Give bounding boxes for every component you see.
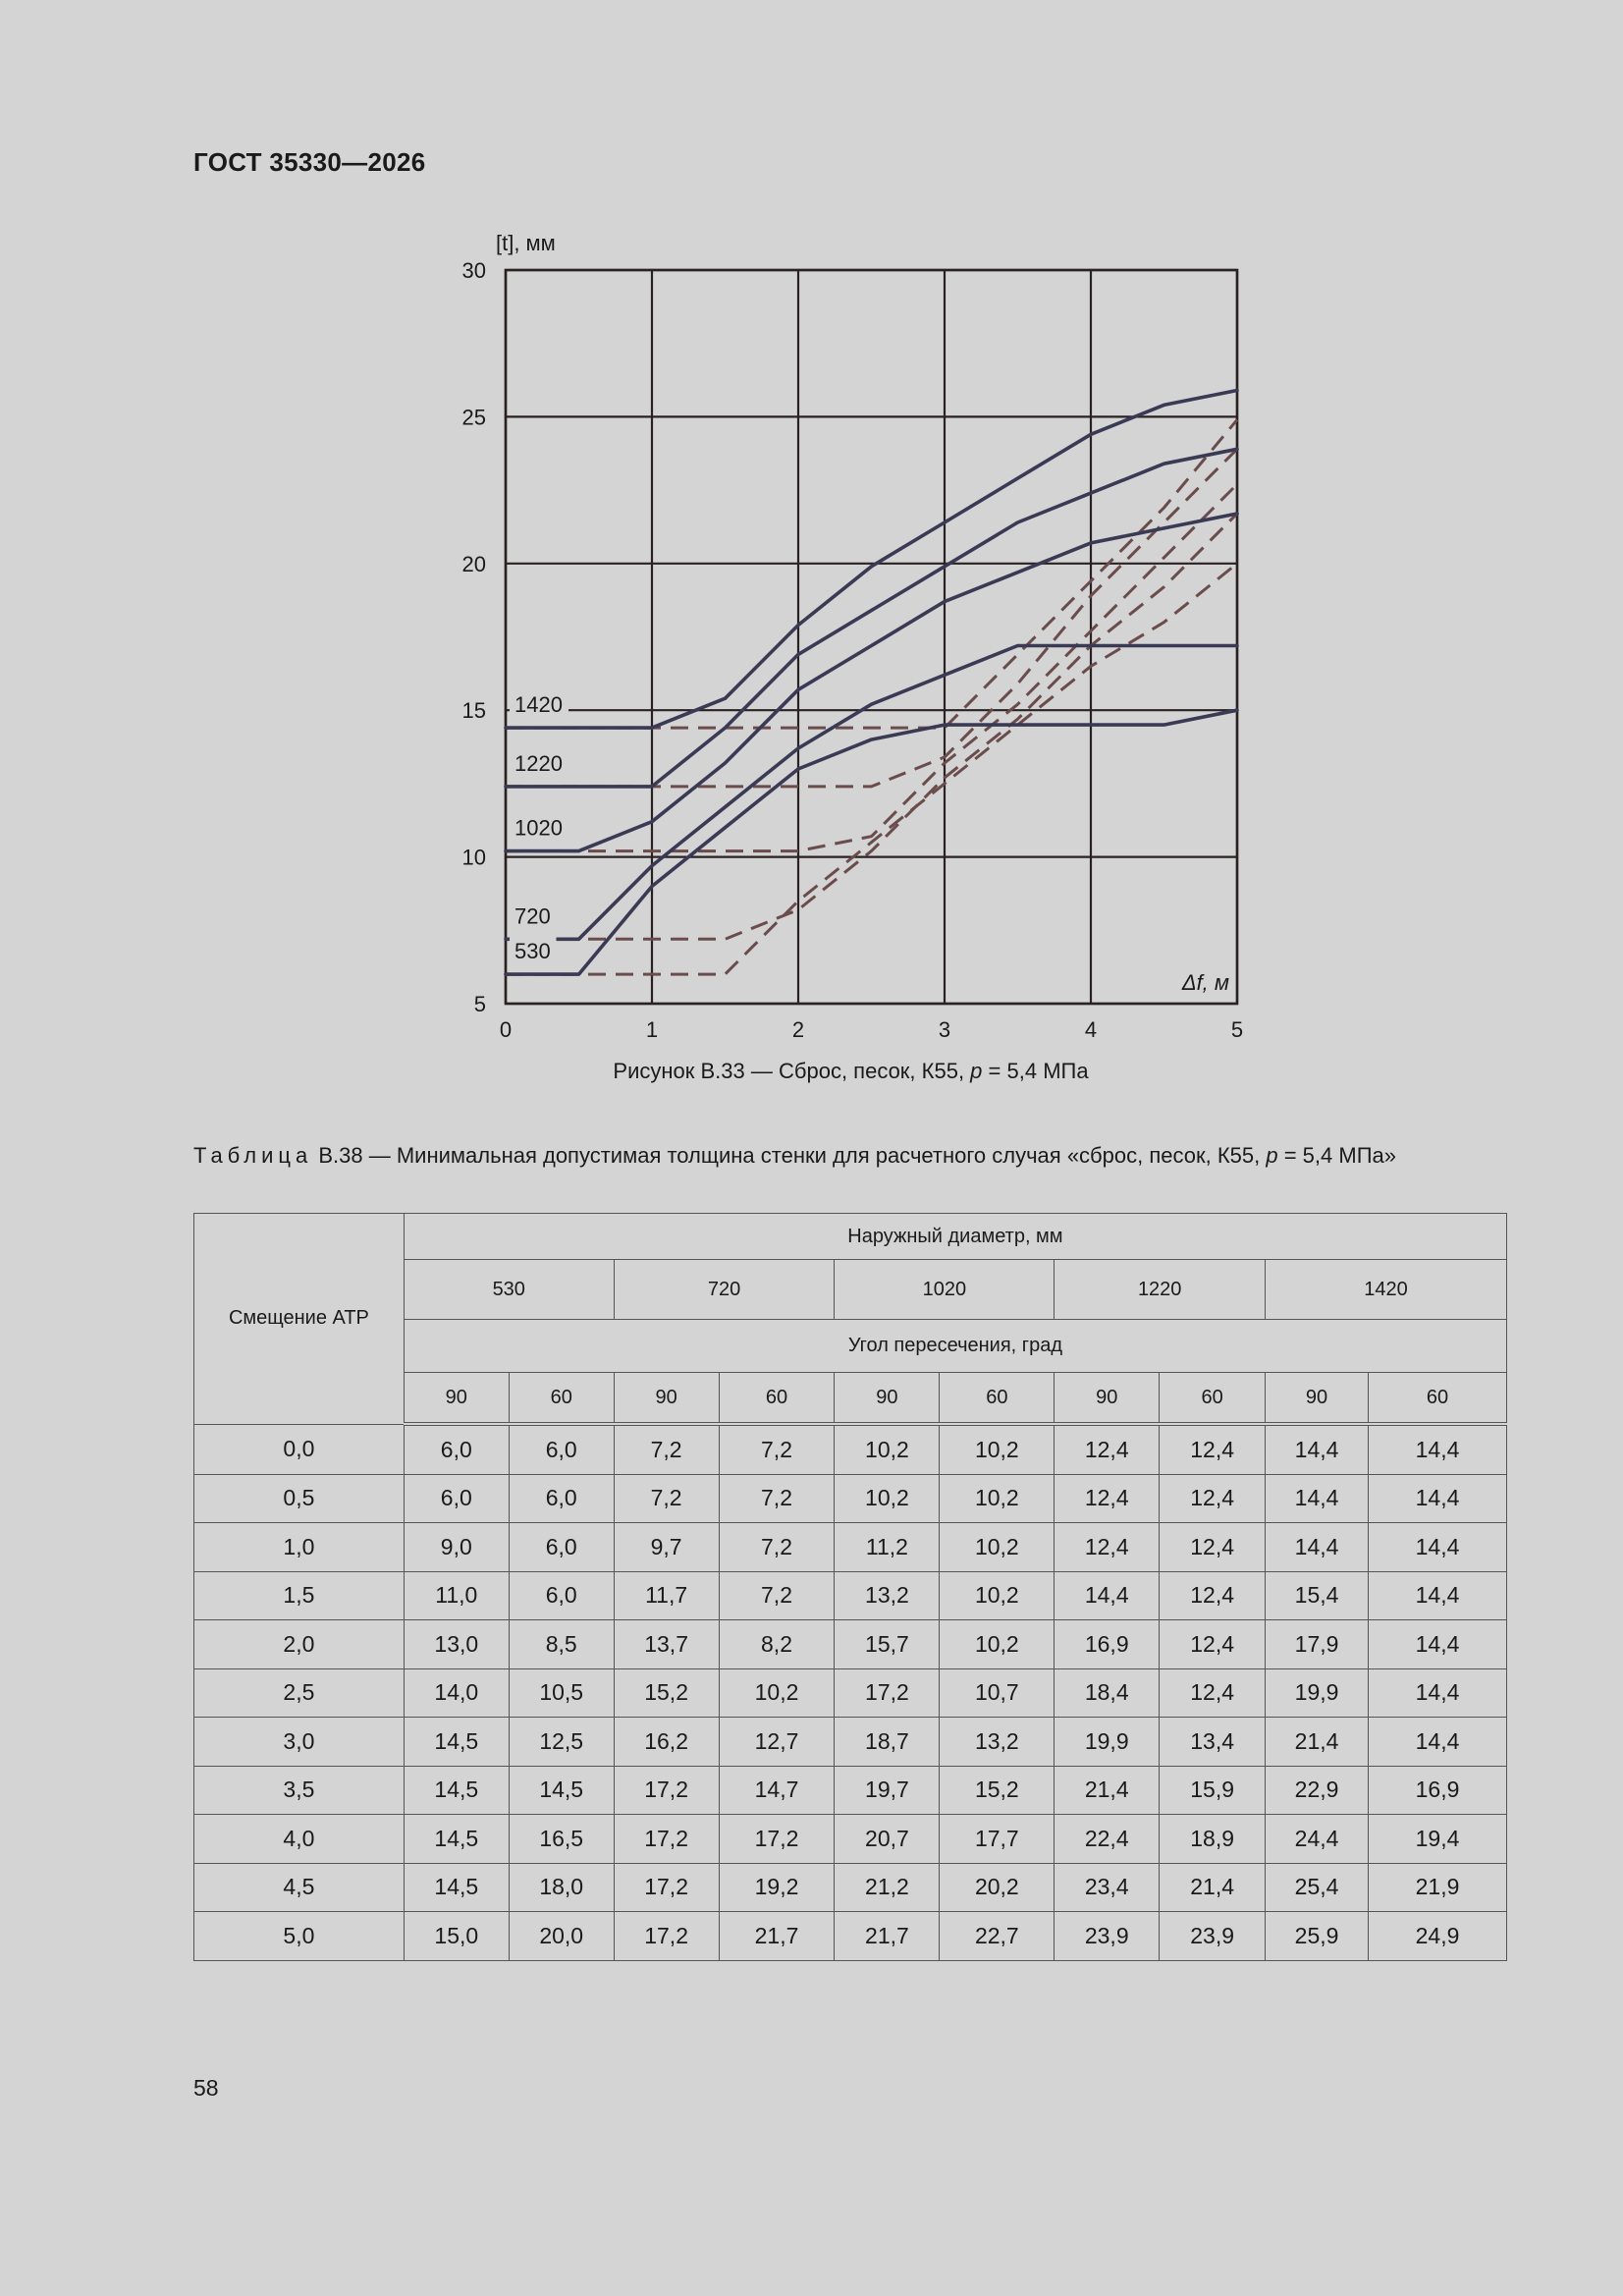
y-tick-label: 25	[461, 405, 486, 430]
thickness-cell: 10,2	[835, 1424, 940, 1474]
thickness-cell: 14,4	[1369, 1718, 1507, 1767]
thickness-cell: 13,0	[404, 1620, 509, 1669]
thickness-cell: 6,0	[509, 1523, 614, 1572]
angle-cell: 60	[1160, 1373, 1266, 1425]
table-row	[194, 1815, 1507, 1864]
thickness-chart	[422, 216, 1267, 1051]
thickness-cell: 22,7	[940, 1912, 1055, 1961]
y-tick-label: 15	[461, 698, 486, 724]
thickness-cell: 14,4	[1369, 1474, 1507, 1523]
thickness-cell: 14,7	[719, 1766, 835, 1815]
thickness-cell: 19,9	[1055, 1718, 1160, 1767]
thickness-cell: 15,2	[940, 1766, 1055, 1815]
thickness-cell: 23,4	[1055, 1863, 1160, 1912]
table-title-text: В.38 — Минимальная допустимая толщина стенки для расчетного случая «сброс, песок, К55,	[312, 1143, 1267, 1168]
thickness-cell: 14,5	[404, 1815, 509, 1864]
diameter-cell: 720	[614, 1260, 835, 1320]
angle-cell: 60	[719, 1373, 835, 1425]
thickness-cell: 12,4	[1055, 1523, 1160, 1572]
thickness-cell: 21,4	[1055, 1766, 1160, 1815]
angle-cell: 90	[404, 1373, 509, 1425]
thickness-cell: 18,7	[835, 1718, 940, 1767]
thickness-cell: 7,2	[719, 1424, 835, 1474]
thickness-cell: 10,2	[940, 1523, 1055, 1572]
thickness-cell: 21,9	[1369, 1863, 1507, 1912]
series-line-720-90	[506, 646, 1237, 940]
y-tick-label: 20	[461, 551, 486, 576]
y-tick-label: 10	[461, 845, 486, 870]
thickness-cell: 14,4	[1369, 1424, 1507, 1474]
thickness-cell: 19,7	[835, 1766, 940, 1815]
thickness-cell: 11,7	[614, 1571, 719, 1620]
offset-cell: 1,5	[194, 1571, 405, 1620]
series-line-1220-90	[506, 449, 1237, 787]
thickness-cell: 14,5	[509, 1766, 614, 1815]
angle-cell: 90	[1266, 1373, 1369, 1425]
offset-cell: 1,0	[194, 1523, 405, 1572]
thickness-cell: 18,9	[1160, 1815, 1266, 1864]
thickness-cell: 14,5	[404, 1863, 509, 1912]
series-line-530-60	[506, 564, 1237, 974]
thickness-cell: 9,7	[614, 1523, 719, 1572]
thickness-cell: 12,4	[1160, 1474, 1266, 1523]
thickness-cell: 17,2	[614, 1863, 719, 1912]
y-tick-label: 5	[473, 992, 486, 1016]
thickness-cell: 12,5	[509, 1718, 614, 1767]
row-header-cell: Смещение АТР	[194, 1214, 405, 1425]
thickness-cell: 13,2	[835, 1571, 940, 1620]
thickness-cell: 10,2	[940, 1424, 1055, 1474]
thickness-cell: 7,2	[719, 1523, 835, 1572]
series-line-1420-60	[506, 419, 1237, 728]
thickness-cell: 18,4	[1055, 1668, 1160, 1718]
thickness-cell: 24,9	[1369, 1912, 1507, 1961]
thickness-cell: 10,7	[940, 1668, 1055, 1718]
page-number: 58	[193, 2075, 219, 2101]
thickness-cell: 8,2	[719, 1620, 835, 1669]
thickness-cell: 21,4	[1160, 1863, 1266, 1912]
thickness-cell: 16,2	[614, 1718, 719, 1767]
thickness-cell: 18,0	[509, 1863, 614, 1912]
diameter-cell: 530	[404, 1260, 614, 1320]
caption-suffix: = 5,4 МПа	[982, 1059, 1089, 1083]
offset-cell: 2,5	[194, 1668, 405, 1718]
angle-cell: 90	[1055, 1373, 1160, 1425]
thickness-cell: 17,2	[614, 1766, 719, 1815]
thickness-cell: 25,9	[1266, 1912, 1369, 1961]
thickness-cell: 6,0	[404, 1424, 509, 1474]
x-tick-label: 3	[938, 1017, 951, 1042]
thickness-cell: 25,4	[1266, 1863, 1369, 1912]
thickness-cell: 17,2	[614, 1815, 719, 1864]
thickness-cell: 21,7	[719, 1912, 835, 1961]
thickness-cell: 17,7	[940, 1815, 1055, 1864]
table-row	[194, 1668, 1507, 1718]
thickness-cell: 20,2	[940, 1863, 1055, 1912]
thickness-cell: 15,0	[404, 1912, 509, 1961]
x-tick-label: 2	[791, 1017, 805, 1042]
diameter-cell: 1020	[835, 1260, 1055, 1320]
thickness-cell: 12,4	[1055, 1474, 1160, 1523]
offset-cell: 0,0	[194, 1424, 405, 1474]
thickness-cell: 10,2	[940, 1620, 1055, 1669]
table-title-label: Таблица	[193, 1143, 313, 1168]
thickness-cell: 10,2	[719, 1668, 835, 1718]
thickness-cell: 6,0	[509, 1424, 614, 1474]
thickness-cell: 17,2	[719, 1815, 835, 1864]
thickness-cell: 23,9	[1160, 1912, 1266, 1961]
thickness-cell: 13,4	[1160, 1718, 1266, 1767]
offset-cell: 0,5	[194, 1474, 405, 1523]
chart-grid	[506, 270, 1237, 1004]
angle-cell: 60	[1369, 1373, 1507, 1425]
thickness-cell: 6,0	[404, 1474, 509, 1523]
x-axis-label: Δf, м	[1181, 970, 1229, 995]
thickness-table	[193, 1213, 1507, 1961]
x-tick-label: 0	[499, 1017, 513, 1042]
table-row	[194, 1863, 1507, 1912]
diameter-cell: 1220	[1055, 1260, 1266, 1320]
thickness-cell: 19,2	[719, 1863, 835, 1912]
offset-cell: 4,0	[194, 1815, 405, 1864]
figure-caption	[0, 1059, 1623, 1084]
chart-labels	[462, 231, 1244, 1042]
x-tick-label: 1	[645, 1017, 659, 1042]
thickness-cell: 10,2	[940, 1571, 1055, 1620]
thickness-cell: 23,9	[1055, 1912, 1160, 1961]
thickness-cell: 12,4	[1160, 1668, 1266, 1718]
thickness-cell: 8,5	[509, 1620, 614, 1669]
curve-label: 1220	[514, 750, 563, 776]
table-row	[194, 1912, 1507, 1961]
chart-series	[506, 391, 1237, 975]
thickness-cell: 17,2	[835, 1668, 940, 1718]
offset-cell: 5,0	[194, 1912, 405, 1961]
thickness-cell: 22,9	[1266, 1766, 1369, 1815]
thickness-cell: 19,4	[1369, 1815, 1507, 1864]
thickness-cell: 7,2	[719, 1474, 835, 1523]
thickness-cell: 14,4	[1369, 1668, 1507, 1718]
offset-cell: 3,5	[194, 1766, 405, 1815]
thickness-cell: 16,5	[509, 1815, 614, 1864]
table-row	[194, 1766, 1507, 1815]
document-header: ГОСТ 35330—2026	[193, 147, 426, 177]
thickness-cell: 11,2	[835, 1523, 940, 1572]
thickness-cell: 14,4	[1369, 1620, 1507, 1669]
series-line-1220-60	[506, 449, 1237, 787]
table-row	[194, 1424, 1507, 1474]
thickness-cell: 21,4	[1266, 1718, 1369, 1767]
thickness-cell: 14,4	[1266, 1474, 1369, 1523]
thickness-cell: 14,5	[404, 1766, 509, 1815]
thickness-cell: 21,7	[835, 1912, 940, 1961]
curve-label: 1420	[514, 692, 563, 718]
thickness-cell: 10,2	[835, 1474, 940, 1523]
thickness-cell: 14,4	[1369, 1571, 1507, 1620]
thickness-cell: 19,9	[1266, 1668, 1369, 1718]
thickness-cell: 16,9	[1369, 1766, 1507, 1815]
thickness-cell: 14,4	[1055, 1571, 1160, 1620]
thickness-cell: 20,7	[835, 1815, 940, 1864]
thickness-cell: 14,5	[404, 1718, 509, 1767]
table-row	[194, 1620, 1507, 1669]
thickness-cell: 15,7	[835, 1620, 940, 1669]
curve-label: 720	[514, 903, 551, 929]
thickness-cell: 10,2	[940, 1474, 1055, 1523]
table-row	[194, 1523, 1507, 1572]
plot-frame	[506, 270, 1237, 1004]
thickness-cell: 15,9	[1160, 1766, 1266, 1815]
offset-cell: 3,0	[194, 1718, 405, 1767]
thickness-cell: 13,2	[940, 1718, 1055, 1767]
thickness-cell: 6,0	[509, 1571, 614, 1620]
thickness-cell: 16,9	[1055, 1620, 1160, 1669]
y-tick-label: 30	[461, 258, 486, 283]
angle-cell: 60	[509, 1373, 614, 1425]
thickness-cell: 12,4	[1160, 1571, 1266, 1620]
diameter-header: Наружный диаметр, мм	[404, 1214, 1506, 1260]
thickness-cell: 17,9	[1266, 1620, 1369, 1669]
thickness-cell: 14,4	[1369, 1523, 1507, 1572]
table-body	[194, 1424, 1507, 1960]
angle-cell: 90	[614, 1373, 719, 1425]
thickness-cell: 14,4	[1266, 1523, 1369, 1572]
table-title-end: = 5,4 МПа»	[1277, 1143, 1396, 1168]
table-row	[194, 1474, 1507, 1523]
offset-cell: 2,0	[194, 1620, 405, 1669]
angle-cell: 90	[835, 1373, 940, 1425]
thickness-cell: 14,0	[404, 1668, 509, 1718]
series-line-1420-90	[506, 391, 1237, 729]
diameter-cell: 1420	[1266, 1260, 1507, 1320]
table-title	[193, 1141, 1507, 1171]
thickness-cell: 9,0	[404, 1523, 509, 1572]
thickness-cell: 21,2	[835, 1863, 940, 1912]
caption-var: p	[970, 1059, 983, 1083]
thickness-cell: 24,4	[1266, 1815, 1369, 1864]
x-tick-label: 5	[1230, 1017, 1244, 1042]
table-row	[194, 1571, 1507, 1620]
thickness-cell: 20,0	[509, 1912, 614, 1961]
table-title-var: p	[1266, 1143, 1278, 1168]
thickness-cell: 13,7	[614, 1620, 719, 1669]
thickness-cell: 12,7	[719, 1718, 835, 1767]
thickness-cell: 7,2	[719, 1571, 835, 1620]
thickness-cell: 14,4	[1266, 1424, 1369, 1474]
thickness-cell: 12,4	[1160, 1523, 1266, 1572]
y-axis-label: [t], мм	[496, 231, 556, 255]
thickness-cell: 15,2	[614, 1668, 719, 1718]
thickness-cell: 12,4	[1160, 1424, 1266, 1474]
thickness-cell: 12,4	[1160, 1620, 1266, 1669]
angle-header: Угол пересечения, град	[404, 1320, 1506, 1373]
thickness-cell: 22,4	[1055, 1815, 1160, 1864]
curve-label: 530	[514, 939, 551, 964]
thickness-cell: 11,0	[404, 1571, 509, 1620]
thickness-cell: 12,4	[1055, 1424, 1160, 1474]
thickness-cell: 7,2	[614, 1424, 719, 1474]
thickness-cell: 7,2	[614, 1474, 719, 1523]
thickness-cell: 17,2	[614, 1912, 719, 1961]
thickness-cell: 10,5	[509, 1668, 614, 1718]
thickness-cell: 6,0	[509, 1474, 614, 1523]
angle-cell: 60	[940, 1373, 1055, 1425]
series-line-1020-60	[506, 484, 1237, 850]
x-tick-label: 4	[1084, 1017, 1098, 1042]
offset-cell: 4,5	[194, 1863, 405, 1912]
thickness-cell: 15,4	[1266, 1571, 1369, 1620]
caption-prefix: Рисунок В.33 — Сброс, песок, К55,	[613, 1059, 971, 1083]
curve-label: 1020	[514, 815, 563, 841]
table-row	[194, 1718, 1507, 1767]
